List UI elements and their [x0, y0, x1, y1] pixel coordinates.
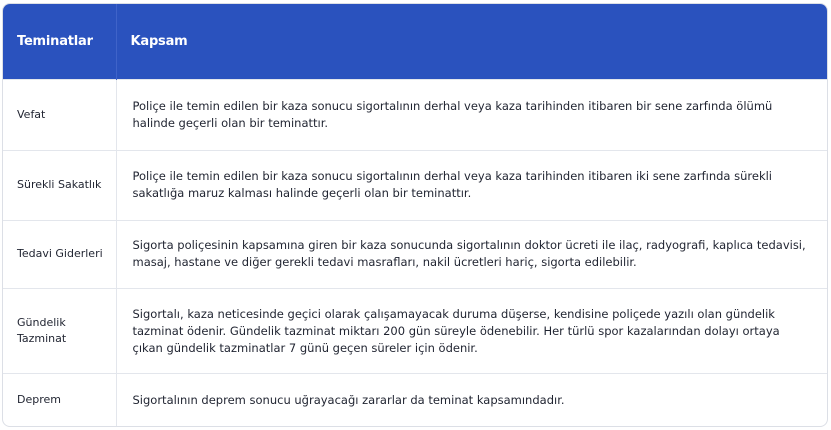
coverage-description: Sigortalı, kaza neticesinde geçici olarak çalışamayacak duruma düşerse, kendisine poliçede yazılı olan gündelik tazminat ödenir. Gündelik tazminat miktarı 200 gün süreyle ödenebilir. Her türlü spor kazalarından dolayı ortaya çıkan gündelik tazminatlar 7 günü geçen süreler için ödenir. — [116, 289, 827, 374]
coverage-name: Deprem — [3, 374, 116, 426]
table-row — [3, 289, 827, 374]
column-header-teminatlar: Teminatlar — [3, 4, 116, 79]
table-row — [3, 374, 827, 426]
coverage-table — [3, 4, 827, 426]
coverage-description: Poliçe ile temin edilen bir kaza sonucu sigortalının derhal veya kaza tarihinden itibaren bir sene zarfında ölümü halinde geçerli olan bir teminattır. — [116, 79, 827, 150]
coverage-table-container — [2, 3, 828, 427]
coverage-name: Vefat — [3, 79, 116, 150]
coverage-description: Sigortalının deprem sonucu uğrayacağı zararlar da teminat kapsamındadır. — [116, 374, 827, 426]
table-row — [3, 220, 827, 288]
coverage-description: Poliçe ile temin edilen bir kaza sonucu sigortalının derhal veya kaza tarihinden itibaren iki sene zarfında sürekli sakatlığa maruz kalması halinde geçerli olan bir teminattır. — [116, 150, 827, 220]
table-header-row — [3, 4, 827, 79]
table-header — [3, 4, 827, 79]
table-row — [3, 79, 827, 150]
column-header-kapsam: Kapsam — [130, 33, 188, 49]
coverage-name: Gündelik Tazminat — [3, 289, 116, 374]
coverage-name: Tedavi Giderleri — [3, 220, 116, 288]
coverage-name: Sürekli Sakatlık — [3, 150, 116, 220]
table-row — [3, 150, 827, 220]
coverage-description: Sigorta poliçesinin kapsamına giren bir kaza sonucunda sigortalının doktor ücreti ile ilaç, radyografi, kaplıca tedavisi, masaj, hastane ve diğer gerekli tedavi masrafları, nakil ücretleri hariç, sigorta edilebilir. — [116, 220, 827, 288]
table-body — [3, 79, 827, 426]
